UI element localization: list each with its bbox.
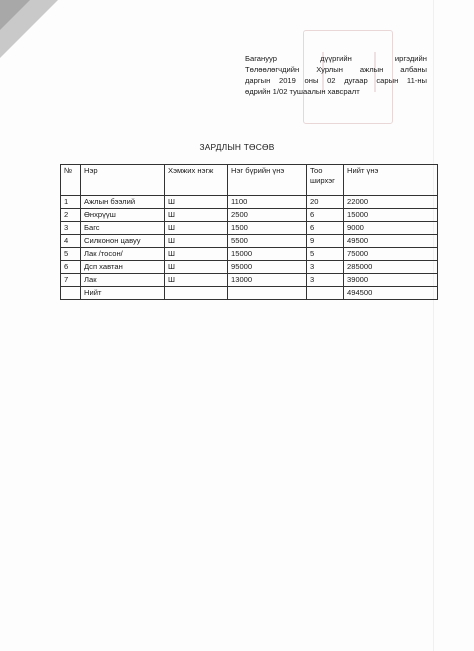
cell-unit-price: 95000: [228, 261, 307, 274]
cell-unit: Ш: [165, 274, 228, 287]
cell-quantity: 6: [307, 222, 344, 235]
cell-name: Лак: [81, 274, 165, 287]
table-row: [61, 209, 438, 222]
table-header-row: [61, 165, 438, 196]
cell-unit: Ш: [165, 261, 228, 274]
total-value: 494500: [344, 287, 438, 300]
cell-number: 5: [61, 248, 81, 261]
table-row: [61, 196, 438, 209]
cell-total-price: 75000: [344, 248, 438, 261]
cell-empty: [165, 287, 228, 300]
cell-quantity: 5: [307, 248, 344, 261]
cell-name: Өнхрүүш: [81, 209, 165, 222]
cell-number: 1: [61, 196, 81, 209]
header-name: Нэр: [81, 165, 165, 196]
cell-unit: Ш: [165, 196, 228, 209]
cell-total-price: 49500: [344, 235, 438, 248]
header-quantity: Тоо ширхэг: [307, 165, 344, 196]
cell-number: 6: [61, 261, 81, 274]
cell-empty: [61, 287, 81, 300]
cell-quantity: 6: [307, 209, 344, 222]
cell-name: Силконон цавуу: [81, 235, 165, 248]
approval-line-4: өдрийн 1/02 тушаалын хавсралт: [245, 87, 360, 96]
table-total-row: [61, 287, 438, 300]
table-row: [61, 235, 438, 248]
cell-number: 2: [61, 209, 81, 222]
cell-number: 4: [61, 235, 81, 248]
cell-total-price: 15000: [344, 209, 438, 222]
cell-name: Лак /тосон/: [81, 248, 165, 261]
cell-name: Ажлын бээлий: [81, 196, 165, 209]
cell-name: Дсп хавтан: [81, 261, 165, 274]
approval-line-2: Төлөөлөгчдийн Хурлын ажлын албаны: [245, 65, 427, 74]
cell-quantity: 9: [307, 235, 344, 248]
table-row: [61, 222, 438, 235]
total-label: Нийт: [81, 287, 165, 300]
budget-table: [60, 164, 438, 300]
cell-unit: Ш: [165, 235, 228, 248]
cell-unit-price: 13000: [228, 274, 307, 287]
table-row: [61, 274, 438, 287]
cell-unit-price: 1500: [228, 222, 307, 235]
table-row: [61, 248, 438, 261]
cell-unit-price: 2500: [228, 209, 307, 222]
table-row: [61, 261, 438, 274]
cell-name: Багс: [81, 222, 165, 235]
cell-quantity: 3: [307, 261, 344, 274]
page-fold: [433, 0, 434, 651]
cell-number: 7: [61, 274, 81, 287]
cell-unit-price: 1100: [228, 196, 307, 209]
document-title: ЗАРДЛЫН ТӨСӨВ: [199, 142, 275, 152]
header-total-price: Нийт үнэ: [344, 165, 438, 196]
cell-total-price: 9000: [344, 222, 438, 235]
approval-line-1: Багануур дүүргийн иргэдийн: [245, 54, 427, 63]
cell-quantity: 20: [307, 196, 344, 209]
cell-total-price: 22000: [344, 196, 438, 209]
scan-shadow-dark: [0, 0, 30, 30]
cell-unit-price: 5500: [228, 235, 307, 248]
cell-total-price: 39000: [344, 274, 438, 287]
cell-quantity: 3: [307, 274, 344, 287]
approval-note: [245, 53, 427, 97]
cell-unit: Ш: [165, 248, 228, 261]
cell-total-price: 285000: [344, 261, 438, 274]
cell-unit: Ш: [165, 222, 228, 235]
header-unit-price: Нэг бүрийн үнэ: [228, 165, 307, 196]
header-unit: Хэмжих нэгж: [165, 165, 228, 196]
cell-unit: Ш: [165, 209, 228, 222]
approval-line-3: даргын 2019 оны 02 дугаар сарын 11-ны: [245, 76, 427, 85]
cell-empty: [307, 287, 344, 300]
cell-number: 3: [61, 222, 81, 235]
header-number: №: [61, 165, 81, 196]
cell-empty: [228, 287, 307, 300]
cell-unit-price: 15000: [228, 248, 307, 261]
